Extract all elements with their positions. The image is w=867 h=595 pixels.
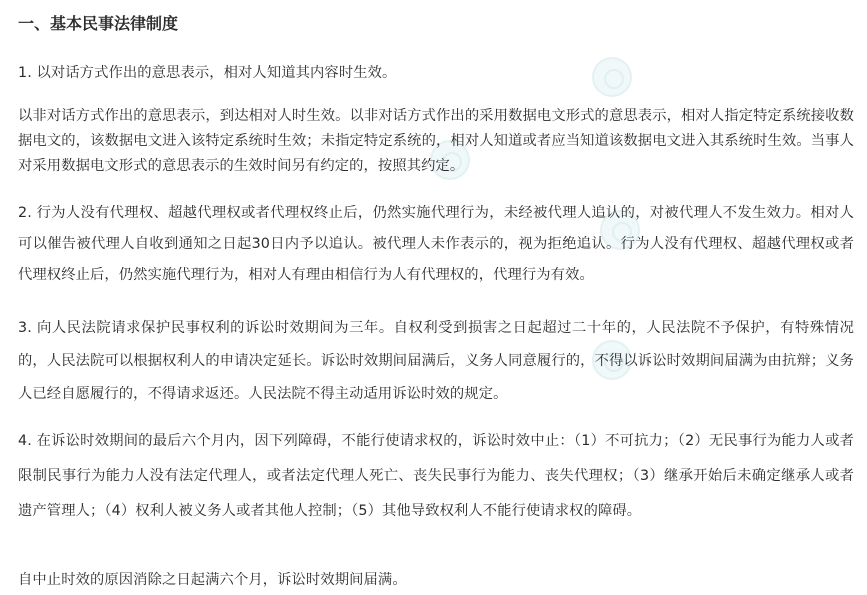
section-title: 一、基本民事法律制度: [18, 14, 179, 33]
paragraph-4: 3. 向人民法院请求保护民事权利的诉讼时效期间为三年。自权利受到损害之日起超过二十年的，人民法院不予保护，有特殊情况的，人民法院可以根据权利人的申请决定延长。诉讼时效期间届满后，义务人同意履行的，不得以诉讼时效期间届满为由抗辩；义务人已经自愿履行的，不得请求返还。人民法院不得主动适用诉讼时效的规定。: [18, 320, 854, 402]
paragraph-1: 1. 以对话方式作出的意思表示，相对人知道其内容时生效。: [18, 65, 397, 81]
paragraph-6: 自中止时效的原因消除之日起满六个月，诉讼时效期间届满。: [18, 572, 407, 588]
paragraph-3: 2. 行为人没有代理权、超越代理权或者代理权终止后，仍然实施代理行为，未经被代理人追认的，对被代理人不发生效力。相对人可以催告被代理人自收到通知之日起30日内予以追认。被代理人未作表示的，视为拒绝追认。行为人没有代理权、超越代理权或者代理权终止后，仍然实施代理行为，相对人有理由相信行为人有代理权的，代理行为有效。: [18, 205, 854, 283]
paragraph-5: 4. 在诉讼时效期间的最后六个月内，因下列障碍，不能行使请求权的，诉讼时效中止：（1）不可抗力；（2）无民事行为能力人或者限制民事行为能力人没有法定代理人，或者法定代理人死亡、丧失民事行为能力、丧失代理权；（3）继承开始后未确定继承人或者遗产管理人；（4）权利人被义务人或者其他人控制；（5）其他导致权利人不能行使请求权的障碍。: [18, 433, 854, 519]
paragraph-2: 以非对话方式作出的意思表示，到达相对人时生效。以非对话方式作出的采用数据电文形式的意思表示，相对人指定特定系统接收数据电文的，该数据电文进入该特定系统时生效；未指定特定系统的，相对人知道或者应当知道该数据电文进入其系统时生效。当事人对采用数据电文形式的意思表示的生效时间另有约定的，按照其约定。: [18, 108, 854, 174]
